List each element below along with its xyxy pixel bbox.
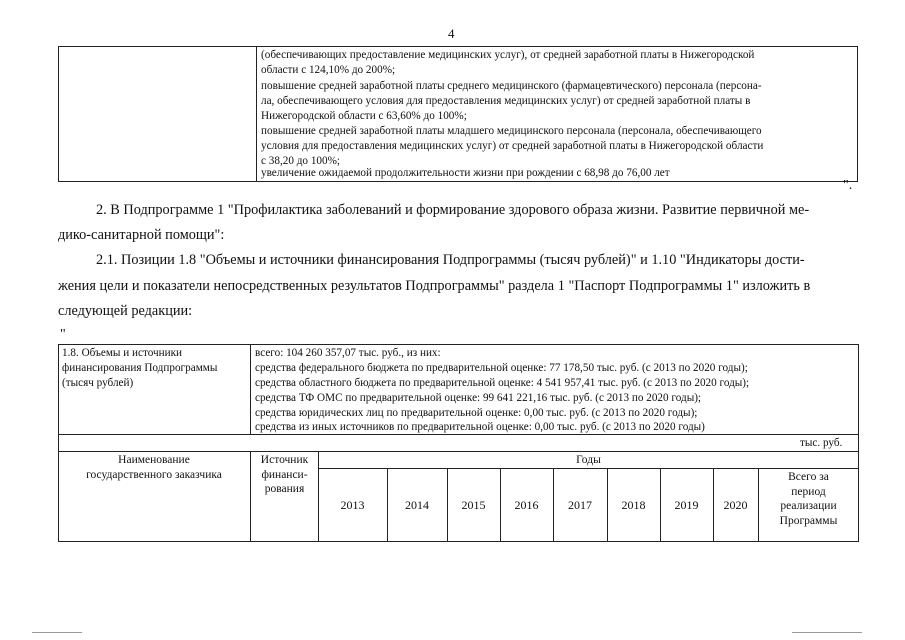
top-table-line: области с 124,10% до 200%; [261, 64, 396, 76]
paragraph-2-line-3: следующей редакции: [58, 303, 193, 319]
financing-value-line: всего: 104 260 357,07 тыс. руб., из них: [255, 347, 441, 359]
year-2019: 2019 [674, 498, 699, 512]
financing-value-line: средства федерального бюджета по предварительной оценке: 77 178,50 тыс. руб. (с 2013 по 2020 годы); [255, 362, 748, 374]
scan-artifact [792, 632, 862, 633]
paragraph-1-line-2: дико-санитарной помощи": [58, 227, 225, 243]
paragraph-2-line-1: 2.1. Позиции 1.8 "Объемы и источники финансирования Подпрограммы (тысяч рублей)" и 1.10 "Индикаторы дости- [96, 252, 805, 268]
opening-quote: " [60, 327, 66, 342]
top-table-line: (обеспечивающих предоставление медицинских услуг), от средней заработной платы в Нижегородской [261, 49, 755, 61]
financing-value-line: средства ТФ ОМС по предварительной оценке: 99 641 221,16 тыс. руб. (с 2013 по 2020 годы); [255, 392, 702, 404]
page-number: 4 [448, 26, 455, 41]
top-table-line: повышение средней заработной платы среднего медицинского (фармацевтического) персонала (персона- [261, 80, 762, 92]
financing-label-line: 1.8. Объемы и источники [62, 347, 183, 359]
customer-header: Наименование государственного заказчика [86, 454, 222, 481]
financing-value-line: средства юридических лиц по предварительной оценке: 0,00 тыс. руб. (с 2013 по 2020 годы); [255, 407, 698, 419]
year-2017: 2017 [568, 498, 592, 512]
scan-artifact [32, 632, 82, 633]
year-2018: 2018 [621, 498, 646, 512]
total-header: Всего за период реализации Программы [779, 471, 838, 527]
top-table-line: условия для предоставления медицинских услуг) от средней заработной платы в Нижегородской области [261, 140, 764, 152]
year-2016: 2016 [514, 498, 539, 512]
year-2020: 2020 [723, 498, 748, 512]
years-header: Годы [576, 454, 601, 466]
paragraph-1-line-1: 2. В Подпрограмме 1 "Профилактика заболеваний и формирование здорового образа жизни. Развитие первичной ме- [96, 202, 810, 218]
financing-value-line: средства из иных источников по предварительной оценке: 0,00 тыс. руб. (с 2013 по 2020 годы) [255, 421, 705, 433]
closing-quote: ". [843, 178, 853, 193]
paragraph-2-line-2: жения цели и показатели непосредственных результатов Подпрограммы" раздела 1 "Паспорт Подпрограммы 1" изложить в [58, 278, 811, 294]
top-table-line: Нижегородской области с 63,60% до 100%; [261, 110, 467, 122]
financing-label-line: (тысяч рублей) [62, 377, 134, 389]
financing-label-line: финансирования Подпрограммы [62, 362, 218, 374]
year-2014: 2014 [405, 498, 429, 512]
source-header: Источник финанси- рования [260, 454, 309, 495]
top-table-line: с 38,20 до 100%; [261, 155, 341, 167]
top-table-line: увеличение ожидаемой продолжительности жизни при рождении с 68,98 до 76,00 лет [261, 167, 670, 179]
year-2013: 2013 [340, 498, 365, 512]
year-2015: 2015 [461, 498, 486, 512]
top-table-line: ла, обеспечивающего условия для предоставления медицинских услуг) от средней заработной платы в [261, 95, 751, 107]
financing-value-line: средства областного бюджета по предварительной оценке: 4 541 957,41 тыс. руб. (с 2013 по 2020 годы); [255, 377, 750, 389]
unit-label: тыс. руб. [800, 437, 843, 449]
top-table-line: повышение средней заработной платы младшего медицинского персонала (персонала, обеспечивающего [261, 125, 762, 137]
